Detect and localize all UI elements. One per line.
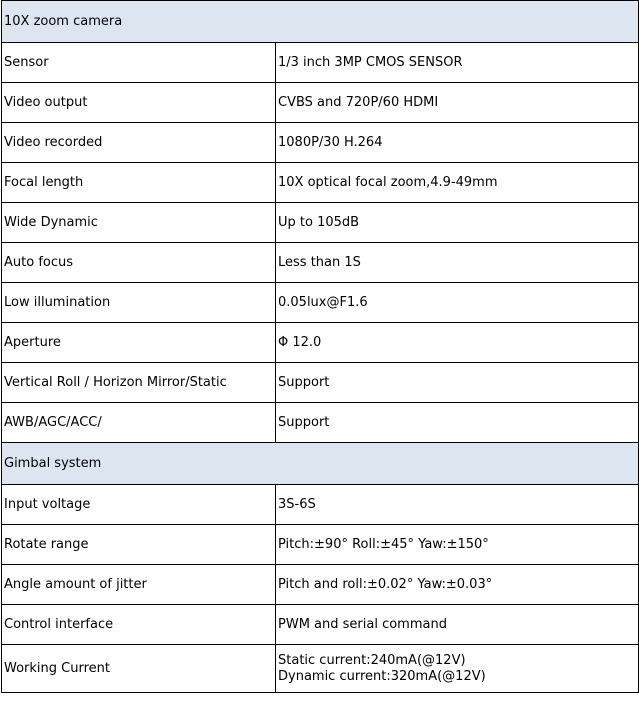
- table-row: [2, 203, 639, 243]
- table-row: [2, 243, 639, 283]
- spec-label: Sensor: [2, 43, 276, 83]
- spec-label: Rotate range: [2, 525, 276, 565]
- spec-label: Focal length: [2, 163, 276, 203]
- spec-value: Φ 12.0: [276, 323, 639, 363]
- spec-label: AWB/AGC/ACC/: [2, 403, 276, 443]
- spec-label: Low illumination: [2, 283, 276, 323]
- table-row: [2, 485, 639, 525]
- table-row: [2, 123, 639, 163]
- spec-label: Auto focus: [2, 243, 276, 283]
- spec-value-line: Dynamic current:320mA(@12V): [278, 668, 486, 684]
- spec-label: Aperture: [2, 323, 276, 363]
- spec-value: 1080P/30 H.264: [276, 123, 639, 163]
- spec-label: Wide Dynamic: [2, 203, 276, 243]
- spec-value-line: Static current:240mA(@12V): [278, 652, 466, 668]
- section-title-camera: 10X zoom camera: [2, 1, 639, 43]
- spec-label: Video recorded: [2, 123, 276, 163]
- spec-label: Angle amount of jitter: [2, 565, 276, 605]
- spec-label: Vertical Roll / Horizon Mirror/Static: [2, 363, 276, 403]
- section-title-gimbal: Gimbal system: [2, 443, 639, 485]
- spec-value: PWM and serial command: [276, 605, 639, 645]
- table-row: [2, 565, 639, 605]
- spec-value: Up to 105dB: [276, 203, 639, 243]
- spec-table: [1, 0, 639, 693]
- table-row: [2, 605, 639, 645]
- table-row: [2, 645, 639, 693]
- spec-value: 10X optical focal zoom,4.9-49mm: [276, 163, 639, 203]
- spec-value: CVBS and 720P/60 HDMI: [276, 83, 639, 123]
- spec-value: 1/3 inch 3MP CMOS SENSOR: [276, 43, 639, 83]
- table-row: [2, 43, 639, 83]
- table-row: [2, 163, 639, 203]
- table-row: [2, 323, 639, 363]
- spec-value: [276, 645, 639, 693]
- table-row: [2, 283, 639, 323]
- section-header-row: [2, 1, 639, 43]
- spec-value: Support: [276, 363, 639, 403]
- spec-value: Support: [276, 403, 639, 443]
- spec-value: 0.05lux@F1.6: [276, 283, 639, 323]
- spec-label: Working Current: [2, 645, 276, 693]
- spec-value: 3S-6S: [276, 485, 639, 525]
- spec-label: Video output: [2, 83, 276, 123]
- section-header-row: [2, 443, 639, 485]
- spec-label: Input voltage: [2, 485, 276, 525]
- table-row: [2, 525, 639, 565]
- table-row: [2, 363, 639, 403]
- spec-label: Control interface: [2, 605, 276, 645]
- spec-value: Less than 1S: [276, 243, 639, 283]
- table-row: [2, 83, 639, 123]
- spec-value: Pitch:±90° Roll:±45° Yaw:±150°: [276, 525, 639, 565]
- table-row: [2, 403, 639, 443]
- spec-value: Pitch and roll:±0.02° Yaw:±0.03°: [276, 565, 639, 605]
